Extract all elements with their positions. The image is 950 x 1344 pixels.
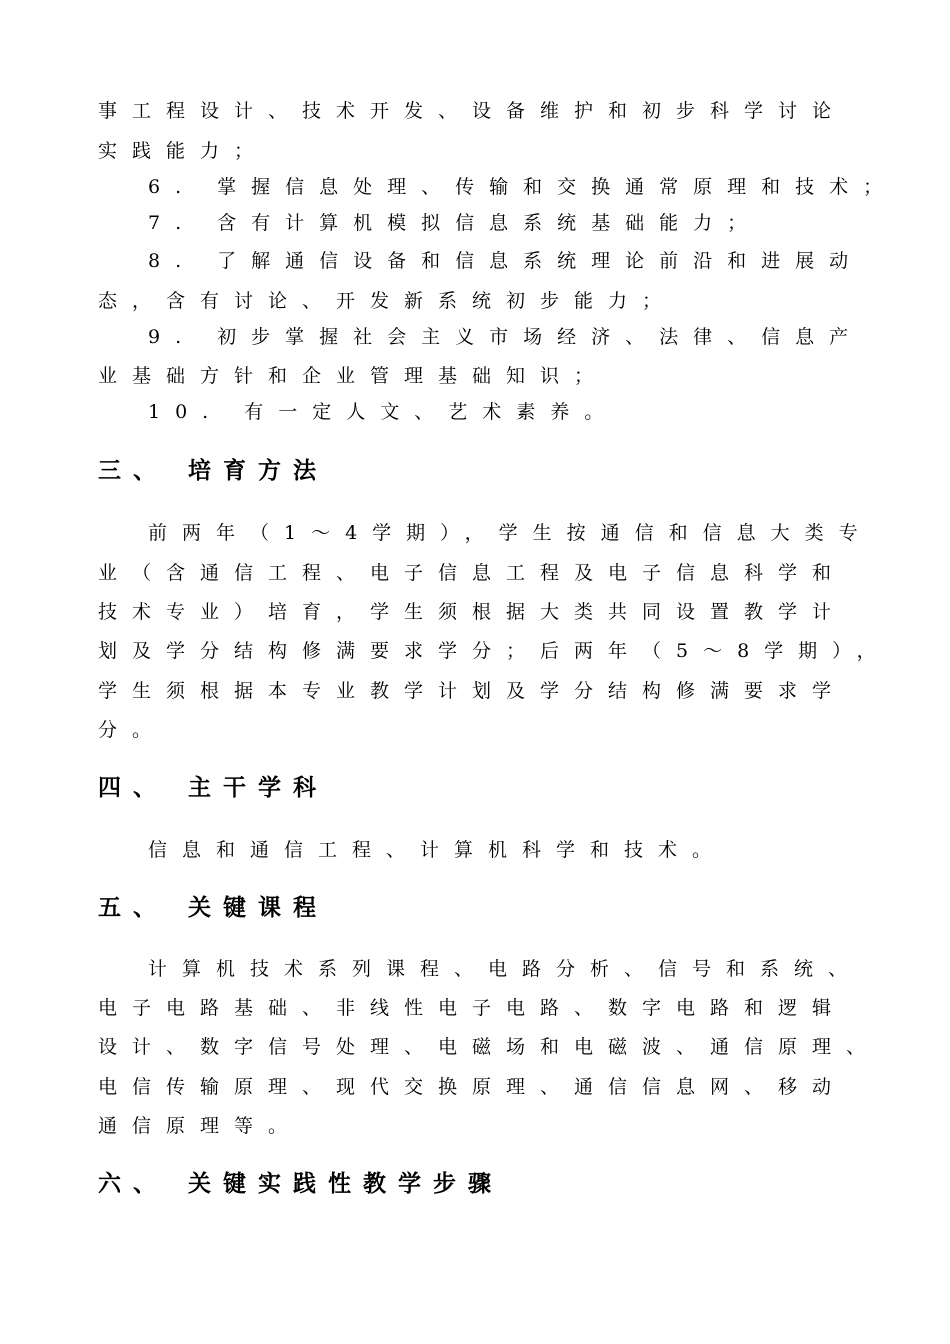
- section-heading-5: 五、 关键课程: [98, 895, 329, 921]
- paragraph-line: 电信传输原理、现代交换原理、通信信息网、移动: [98, 1076, 847, 1098]
- paragraph-line: 电子电路基础、非线性电子电路、数字电路和逻辑: [98, 997, 847, 1019]
- list-item-10: 10. 有一定人文、艺术素养。: [148, 401, 619, 423]
- paragraph-line: 学生须根据本专业教学计划及学分结构修满要求学: [98, 680, 847, 702]
- text-line: 业基础方针和企业管理基础知识；: [98, 365, 609, 387]
- paragraph-line: 前两年（1～4学期），学生按通信和信息大类专: [148, 522, 873, 544]
- text-line: 实践能力；: [98, 140, 269, 162]
- paragraph-line: 信息和通信工程、计算机科学和技术。: [148, 839, 727, 861]
- paragraph-line: 业（含通信工程、电子信息工程及电子信息科学和: [98, 562, 847, 584]
- section-heading-3: 三、 培育方法: [98, 458, 329, 484]
- list-item-9: 9. 初步掌握社会主义市场经济、法律、信息产: [148, 326, 864, 348]
- section-heading-4: 四、 主干学科: [98, 775, 329, 801]
- paragraph-line: 分。: [98, 719, 167, 741]
- paragraph-line: 通信原理等。: [98, 1115, 303, 1137]
- list-item-6: 6. 掌握信息处理、传输和交换通常原理和技术；: [148, 176, 898, 198]
- list-item-7: 7. 含有计算机模拟信息系统基础能力；: [148, 212, 762, 234]
- paragraph-line: 划及学分结构修满要求学分；后两年（5～8学期），: [98, 640, 891, 662]
- paragraph-line: 计算机技术系列课程、电路分析、信号和系统、: [148, 958, 863, 980]
- text-line: 态，含有讨论、开发新系统初步能力；: [98, 290, 677, 312]
- paragraph-line: 设计、数字信号处理、电磁场和电磁波、通信原理、: [98, 1036, 881, 1058]
- list-item-8: 8. 了解通信设备和信息系统理论前沿和进展动: [148, 250, 864, 272]
- text-line: 事工程设计、技术开发、设备维护和初步科学讨论: [98, 100, 847, 122]
- paragraph-line: 技术专业）培育，学生须根据大类共同设置教学计: [98, 601, 847, 623]
- section-heading-6: 六、 关键实践性教学步骤: [98, 1171, 504, 1197]
